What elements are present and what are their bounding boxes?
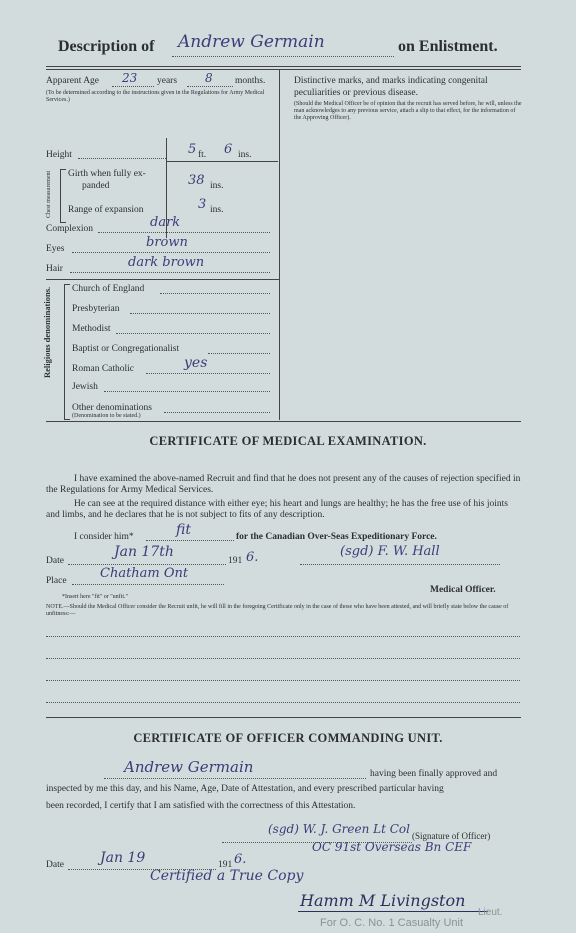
years-label: years [157,76,178,86]
religion-line-2 [116,321,270,334]
religion-line-5 [104,379,270,392]
commanding-date-label: Date [46,860,64,870]
medical-para-2: He can see at the required distance with either eye; his heart and lungs are healthy; he has the free use of his joints and limbs, and he declares that he is not subject to fits of any description. [46,499,508,520]
medical-place-label: Place [46,576,67,586]
recruit-name: Andrew Germain [178,32,325,52]
religion-roman-catholic: Roman Catholic [72,364,135,374]
complexion-label: Complexion [46,224,93,234]
commanding-year-suffix: 6. [234,852,247,867]
commanding-text-2: inspected by me this day, and his Name, Age, Date of Attestation, and every prescribed particular having [46,784,444,794]
marks-note: (Should the Medical Officer be of opinion that the recruit has served before, he will, unless the man acknowledges to any previous service, attach a slip to that effect, for the information of the Approving Officer). [294,101,522,121]
girth-label-2: panded [82,181,110,191]
religion-line-3 [208,341,270,354]
expansion-label: Range of expansion [68,205,144,215]
religion-presbyterian: Presbyterian [72,304,120,314]
commanding-certificate-title: CERTIFICATE OF OFFICER COMMANDING UNIT. [133,731,443,745]
medical-signature: (sgd) F. W. Hall [340,544,440,559]
commanding-text-1: having been finally approved and [370,769,498,779]
marks-title: Distinctive marks, and marks indicating congenital peculiarities or previous disease. [294,76,488,98]
medical-date-label: Date [46,556,64,566]
commanding-signature-label: (Signature of Officer) [412,831,491,841]
medical-officer-label: Medical Officer. [430,585,496,595]
eyes-label: Eyes [46,244,65,254]
force-label: for the Canadian Over-Seas Expeditionary Force. [236,532,437,542]
certified-true-copy: Certified a True Copy [150,868,304,884]
section-rule-1 [46,421,521,422]
commanding-year-prefix: 191 [218,860,233,870]
title-prefix: Description of [58,38,155,55]
religion-line-4 [146,361,270,374]
height-dots [78,146,166,159]
bottom-signature-underline [298,911,488,912]
expansion-ins-label: ins. [210,205,224,215]
religion-line-0 [160,281,270,294]
age-note: (To be determined according to the instructions given in the Regulations for Army Medical Services.) [46,90,265,103]
medical-footnote: *Insert here "fit" or "unfit." [62,594,128,600]
age-months: 8 [205,71,213,85]
chest-bracket [60,169,66,223]
age-label: Apparent Age [46,76,100,86]
eyes-value: brown [146,235,188,250]
expansion-value: 3 [198,197,207,212]
age-months-line [187,71,233,87]
hair-label: Hair [46,264,63,274]
height-ins-label: ins. [238,150,252,160]
complexion-value: dark [150,215,181,230]
age-years-line [112,71,154,87]
height-feet: 5 [188,142,197,157]
height-rule [166,161,278,162]
commanding-signature: (sgd) W. J. Green Lt Col [268,822,410,836]
medical-date-value: Jan 17th [114,544,174,560]
height-inches: 6 [224,142,233,157]
header-rule-2 [46,69,521,70]
medical-note: NOTE.—Should the Medical Officer consider the Recruit unfit, he will fill in the foregoing Certificate only in the case of those who have been attested, and will briefly state below the cause of unfitness:— [46,604,509,617]
hair-rule [46,279,279,280]
recruit-name-line [172,30,394,57]
age-years: 23 [122,71,138,85]
commanding-date-value: Jan 19 [100,850,146,866]
ft-label: ft. [198,150,207,160]
bottom-signature: Hamm M Livingston [300,891,466,910]
title-suffix: on Enlistment. [398,38,498,55]
casualty-unit-stamp: For O. C. No. 1 Casualty Unit [320,917,464,929]
girth-ins-label: ins. [210,181,224,191]
consider-label: I consider him* [74,532,134,542]
consider-value: fit [176,522,191,538]
unfit-line-1 [46,628,520,637]
bottom-signature-rank: Lieut. [478,907,503,918]
column-divider [279,70,280,420]
girth-label-1: Girth when fully ex- [68,169,146,179]
header-rule [46,66,521,67]
other-denominations-note: (Denomination to be stated.) [72,413,141,419]
medical-certificate-title: CERTIFICATE OF MEDICAL EXAMINATION. [149,434,427,448]
commanding-unit: OC 91st Overseas Bn CEF [312,840,472,854]
unfit-line-4 [46,694,520,703]
section-rule-2 [46,717,521,718]
commanding-text-3: been recorded, I certify that I am satisfied with the correctness of this Attestation. [46,801,356,811]
commanding-name-value: Andrew Germain [124,758,254,776]
unfit-line-2 [46,650,520,659]
other-denominations-line [164,400,270,413]
medical-year-prefix: 191 [228,556,243,566]
religion-church-of-england: Church of England [72,284,145,294]
religion-jewish: Jewish [72,382,98,392]
religion-baptist: Baptist or Congregationalist [72,344,180,354]
other-denominations-label: Other denominations [72,403,152,413]
medical-year-suffix: 6. [246,550,259,565]
unfit-line-3 [46,672,520,681]
religion-bracket [64,284,70,420]
height-label: Height [46,150,72,160]
medical-place-value: Chatham Ont [100,566,189,581]
medical-para-1: I have examined the above-named Recruit and find that he does not present any of the causes of rejection specified in the Regulations for Army Medical Services. [46,474,521,495]
religion-mark-catholic: yes [184,355,208,371]
religion-label: Religious denominations. [42,286,52,378]
girth-value: 38 [188,173,205,188]
chest-label: Chest measurement [46,170,52,218]
months-label: months. [235,76,266,86]
religion-methodist: Methodist [72,324,111,334]
religion-line-1 [130,301,270,314]
complexion-line [98,220,270,233]
hair-value: dark brown [128,255,205,270]
